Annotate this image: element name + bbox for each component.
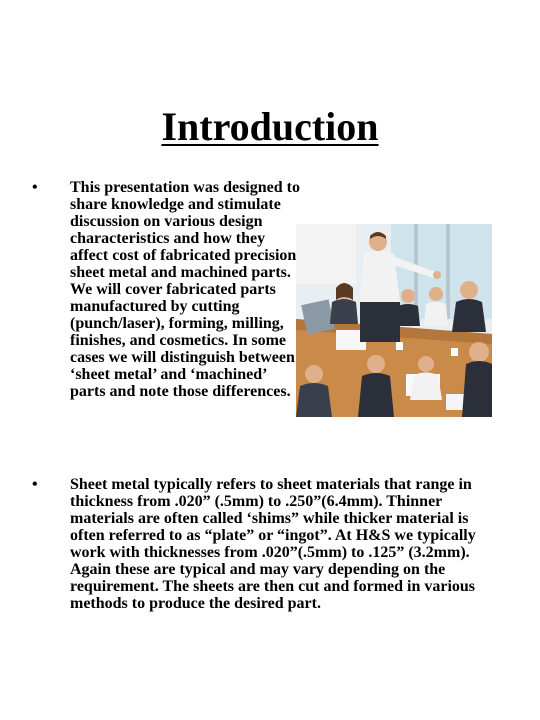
bullet-text: This presentation was designed to share knowledge and stimulate discussion on various design characteristics and how they affect cost of fabricated precision sheet metal and machined parts. We will cover fabricated parts manufactured by cutting (punch/laser), forming, milling, finishes, and cosmetics. In some cases we will distinguish between ‘sheet metal’ and ‘machined’ parts and note those differences. xyxy=(70,179,300,400)
bullet-item xyxy=(32,476,490,612)
slide-title: Introduction xyxy=(161,104,379,149)
bullet-marker: • xyxy=(32,179,38,196)
bullet-marker: • xyxy=(32,476,38,493)
bullet-text: Sheet metal typically refers to sheet materials that range in thickness from .020” (.5mm) to .250”(6.4mm). Thinner materials are often called ‘shims” while thicker material is often referred to as “plate” or “ingot”. At H&S we typically work with thicknesses from .020”(.5mm) to .125” (3.2mm). Again these are typical and may vary depending on the requirement. The sheets are then cut and formed in various methods to produce the desired part. xyxy=(70,476,476,612)
business-meeting-photo xyxy=(296,224,492,417)
bullet-item xyxy=(32,179,300,400)
